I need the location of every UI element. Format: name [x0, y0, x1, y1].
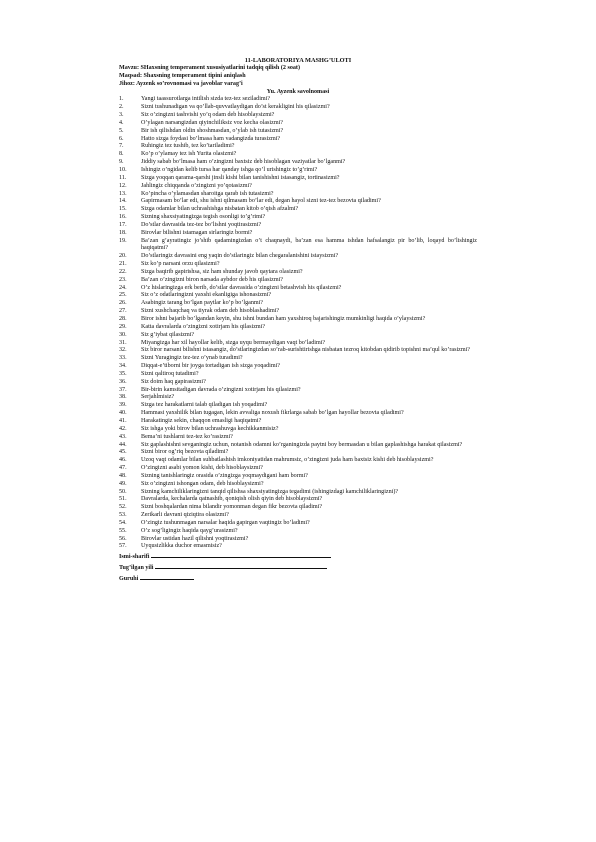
- question-number: 7.: [119, 143, 124, 150]
- question-number: 44.: [119, 441, 127, 448]
- birth-year-blank[interactable]: [155, 562, 327, 569]
- question-item: [119, 536, 477, 544]
- question-item: [119, 442, 477, 450]
- question-item: [119, 520, 477, 528]
- question-item: [119, 324, 477, 332]
- question-text: O’zingiz tushunmagan narsalar haqida gapirgan vaqtingiz bo’ladimi?: [141, 519, 310, 526]
- question-item: [119, 96, 477, 104]
- question-item: [119, 347, 477, 355]
- question-text: Sizga baqirib gapirishsa, siz ham shunday javob qaytara olasizmi?: [141, 268, 303, 275]
- question-text: Sizni xushchaqchaq va tiyrak odam deb hisoblashadimi?: [141, 308, 280, 315]
- question-text: Ba’zan o’zingizni biron narsada aybdor deb his qilasizmi?: [141, 276, 283, 283]
- question-item: [119, 332, 477, 340]
- question-number: 49.: [119, 480, 127, 487]
- question-number: 29.: [119, 323, 127, 330]
- equipment-line: Jihoz: Ayzenk so’rovnomasi va javoblar varag’i: [119, 80, 243, 87]
- question-number: 6.: [119, 135, 124, 142]
- question-item: [119, 449, 477, 457]
- question-number: 47.: [119, 465, 127, 472]
- question-number: 24.: [119, 284, 127, 291]
- question-number: 50.: [119, 488, 127, 495]
- group-field-row: [119, 573, 477, 584]
- question-number: 18.: [119, 229, 127, 236]
- question-item: [119, 206, 477, 214]
- question-number: 35.: [119, 370, 127, 377]
- question-number: 15.: [119, 206, 127, 213]
- question-number: 42.: [119, 425, 127, 432]
- question-number: 9.: [119, 159, 124, 166]
- question-item: [119, 371, 477, 379]
- question-number: 23.: [119, 276, 127, 283]
- question-item: [119, 198, 477, 206]
- question-item: [119, 504, 477, 512]
- question-item: [119, 277, 477, 285]
- question-number: 34.: [119, 363, 127, 370]
- question-item: [119, 300, 477, 308]
- question-number: 27.: [119, 308, 127, 315]
- question-item: [119, 269, 477, 277]
- question-number: 2.: [119, 104, 124, 111]
- question-item: [119, 489, 477, 497]
- question-item: [119, 191, 477, 199]
- question-number: 45.: [119, 449, 127, 456]
- question-number: 10.: [119, 166, 127, 173]
- question-item: [119, 214, 477, 222]
- question-text: Harakatingiz sekin, chaqqon emasligi haqiqatmi?: [141, 417, 262, 424]
- question-text: Sizni biror og’riq bezovta qiladimi?: [141, 449, 229, 456]
- question-number: 57.: [119, 543, 127, 550]
- question-text: O’zingizni asabi yomon kishi, deb hisoblaysizmi?: [141, 465, 263, 472]
- question-text: Uyqusizlikka duchor emasmisiz?: [141, 543, 222, 550]
- question-number: 40.: [119, 410, 127, 417]
- question-item: [119, 379, 477, 387]
- question-number: 20.: [119, 253, 127, 260]
- page-title: 11-LABORATORIYA MASHG’ULOTI: [244, 57, 352, 64]
- question-text: Davralarda, kechalarda qatnashib, qoniqish olish qiyin deb hisoblaysizmi?: [141, 496, 323, 503]
- lab-document: [119, 57, 477, 584]
- question-item: [119, 316, 477, 324]
- question-item: [119, 481, 477, 489]
- question-text: Bema’ni tushlarni tez-tez ko’rasizmi?: [141, 433, 233, 440]
- question-text: Birovlar bilishni istamagan sirlaringiz bormi?: [141, 229, 253, 236]
- question-number: 52.: [119, 504, 127, 511]
- question-text: Bir ish qilishdan oldin shoshmasdan, o’ylab ish tutasizmi?: [141, 127, 284, 134]
- question-text: Ko’p o’ylamay tez ish Yurita olasizmi?: [141, 151, 237, 158]
- question-number: 3.: [119, 112, 124, 119]
- question-text: Siz g’iybat qilasizmi?: [141, 331, 195, 338]
- question-text: Sizni boshqalardan nima bilandir yomonman degan fikr bezovta qiladimi?: [141, 504, 323, 511]
- question-text: Siz o’zingizni ishongan odam, deb hisoblaysizmi?: [141, 480, 264, 487]
- question-text: Jahlingiz chiqqanda o’zingizni yo’qotasizmi?: [141, 182, 252, 189]
- question-number: 54.: [119, 519, 127, 526]
- question-text: O’z hislaringizga erk berib, do’stlar davrasida o’zingizni betashvish his qilasizmi?: [141, 284, 342, 291]
- question-item: [119, 261, 477, 269]
- question-text: O’ylagan narsangizdan qiyinchiliksiz voz kecha olasizmi?: [141, 119, 283, 126]
- question-number: 37.: [119, 386, 127, 393]
- question-number: 51.: [119, 496, 127, 503]
- question-item: [119, 222, 477, 230]
- question-text: Siz ishga yoki birov bilan uchrashuvga kechikkanmisiz?: [141, 425, 279, 432]
- question-number: 39.: [119, 402, 127, 409]
- question-number: 31.: [119, 339, 127, 346]
- question-text: Sizning shaxsiyatingizga tegish osonligi to’g’rimi?: [141, 214, 266, 221]
- question-item: [119, 167, 477, 175]
- group-blank[interactable]: [140, 573, 194, 580]
- question-text: Diqqat-e’tiborni bir joyga tortadigan ish sizga yoqadimi?: [141, 363, 280, 370]
- birth-year-label: Tug’ilgan yili: [119, 565, 154, 572]
- question-text: Gapirmasam bo’lar edi, shu ishni qilmasam bo’lar edi, degan hayol sizni tez-tez bezovta qiladimi?: [141, 198, 381, 205]
- question-text: O’z sog’ligingiz haqida qayg’urasizmi?: [141, 527, 238, 534]
- question-item: [119, 143, 477, 151]
- question-number: 25.: [119, 292, 127, 299]
- question-item: [119, 175, 477, 183]
- question-text: Serjahlmisiz?: [141, 394, 175, 401]
- question-number: 48.: [119, 472, 127, 479]
- name-field-row: [119, 551, 477, 562]
- question-text: Siz biror narsani bilishni istasangiz, do’stlaringizdan so’rab-surishtirishga nisbatan tezroq kitobdan qidirib topishni ma’qul ko’rasizmi?: [141, 347, 470, 354]
- question-number: 14.: [119, 198, 127, 205]
- question-text: Sizga odamlar bilan uchrashishga nisbatan kitob o’qish afzalmi?: [141, 206, 299, 213]
- question-text: Do’stlar davrasida tez-tez bo’lishni yoqtirasizmi?: [141, 221, 262, 228]
- question-number: 19.: [119, 237, 127, 244]
- question-number: 12.: [119, 182, 127, 189]
- question-item: [119, 159, 477, 167]
- question-item: [119, 308, 477, 316]
- question-item: [119, 285, 477, 293]
- question-item: [119, 543, 477, 551]
- name-blank[interactable]: [151, 551, 331, 558]
- question-item: [119, 528, 477, 536]
- question-number: 5.: [119, 127, 124, 134]
- question-text: Ishingiz o’ngidan kelib tursa har qanday ishga qo’l urishingiz to’g’rimi?: [141, 166, 318, 173]
- question-text: Sizning kamchiliklaringizni tanqid qilishsa shaxsiyatingizga tegadimi (ishingizdagi kamchiliklaringizni)?: [141, 488, 399, 495]
- question-number: 32.: [119, 347, 127, 354]
- question-item: [119, 253, 477, 261]
- question-item: [119, 104, 477, 112]
- question-text: Hatto sizga foydasi bo’lmasa ham vadangizda turasizmi?: [141, 135, 281, 142]
- question-number: 43.: [119, 433, 127, 440]
- question-text: Siz doim haq gapirasizmi?: [141, 378, 206, 385]
- birth-year-field-row: [119, 562, 477, 573]
- question-item: [119, 473, 477, 481]
- question-number: 16.: [119, 214, 127, 221]
- question-text: Jiddiy sabab bo’lmasa ham o’zingizni baxtsiz deb hisoblagan vaziyatlar bo’lganmi?: [141, 159, 346, 166]
- question-text: Hammasi yaxshilik bilan tugagan, lekin avvaliga noxush fikrlarga sabab bo’lgan hayollar bezovta qiladimi?: [141, 410, 404, 417]
- question-number: 56.: [119, 535, 127, 542]
- question-item: [119, 183, 477, 191]
- question-number: 8.: [119, 151, 124, 158]
- question-number: 36.: [119, 378, 127, 385]
- question-number: 30.: [119, 331, 127, 338]
- question-item: [119, 363, 477, 371]
- question-text: Asabingiz tarang bo’lgan paytlar ko’p bo’lganmi?: [141, 300, 264, 307]
- question-number: 38.: [119, 394, 127, 401]
- question-item: [119, 512, 477, 520]
- question-text: Sizga tez harakatlarni talab qiladigan ish yoqadimi?: [141, 402, 268, 409]
- question-text: Sizga yoqqan qarama-qarshi jinsli kishi bilan tanishishni istasangiz, tortinasizmi?: [141, 174, 340, 181]
- question-item: [119, 230, 477, 238]
- question-number: 1.: [119, 96, 124, 103]
- question-item: [119, 355, 477, 363]
- question-item: [119, 465, 477, 473]
- question-number: 53.: [119, 512, 127, 519]
- question-list: [119, 96, 477, 551]
- question-number: 41.: [119, 417, 127, 424]
- question-item: [119, 128, 477, 136]
- question-item: [119, 292, 477, 300]
- question-text: Biror ishni bajarib bo’lgandan keyin, shu ishni bundan ham yaxshiroq bajarishingiz mumkinligi haqida o’ylaysizmi?: [141, 316, 426, 322]
- question-item: [119, 112, 477, 120]
- question-text: Siz gaplashishni sevganingiz uchun, notanish odamni ko’rganingizda paytni boy bermasdan u bilan gaplashishga harakat qilasizmi?: [141, 441, 463, 448]
- topic-line: Mavzu: SHaxsning temperament xususiyatlarini tadqiq qilish (2 soat): [119, 65, 300, 71]
- question-number: 17.: [119, 221, 127, 228]
- question-item: [119, 418, 477, 426]
- question-text: Zerikarli davrani qiziqtira olasizmi?: [141, 512, 229, 519]
- question-item: [119, 394, 477, 402]
- question-text: Siz ko’p narsani orzu qilasizmi?: [141, 261, 220, 268]
- question-item: [119, 151, 477, 159]
- question-text: Siz o’zingizni tashvishi yo’q odam deb hisoblaysizmi?: [141, 112, 275, 119]
- question-text: Do’stlaringiz davrasini eng yaqin do’stlaringiz bilan chegaralanishini istaysizmi?: [141, 253, 339, 260]
- question-item: [119, 457, 477, 465]
- question-text: Uzoq vaqt odamlar bilan suhbatlashish imkoniyatidan mahrumsiz, o’zingizni juda ham baxtsiz kishi deb hisoblaysizmi?: [141, 457, 434, 464]
- question-number: 21.: [119, 261, 127, 268]
- question-item: [119, 120, 477, 128]
- question-text: Birovlar ustidan hazil qilishni yoqtirasizmi?: [141, 535, 249, 542]
- question-number: 11.: [119, 174, 127, 181]
- question-item: [119, 340, 477, 348]
- question-text: Ruhingiz tez tushib, tez ko’tariladimi?: [141, 143, 235, 150]
- question-text: Sizni Yuragingiz tez-tez o’ynab turadimi?: [141, 355, 243, 362]
- question-number: 46.: [119, 457, 127, 464]
- question-number: 13.: [119, 190, 127, 197]
- question-item: [119, 426, 477, 434]
- question-text: Sizning tanishlaringiz orasida o’zingizga yoqmaydigani ham bormi?: [141, 472, 308, 479]
- question-text: Ko’pincha o’ylamasdan sharoitga qarab ish tutasizmi?: [141, 190, 274, 197]
- question-number: 22.: [119, 268, 127, 275]
- question-item: [119, 136, 477, 144]
- question-text: Sizni tushunadigan va qo’llab-quvvatlaydigan do’st kerakligini his qilasizmi?: [141, 104, 330, 111]
- question-item: [119, 387, 477, 395]
- question-text: Bir-birin kamsitadigan davrada o’zingizni xotirjam his qilasizmi?: [141, 386, 301, 393]
- question-text: Miyangizga har xil hayollar kelib, sizga uyqu bermaydigan vaqt bo’ladimi?: [141, 339, 326, 346]
- question-item: [119, 434, 477, 442]
- question-number: 26.: [119, 300, 127, 307]
- question-text: Ba’zan g’ayratingiz jo’shib qadamingizdan o’t chaqnaydi, ba’zan esa hamma ishdan hafsalangiz pir bo’lib, loqayd bo’lishingiz haqiqatmi?: [141, 237, 477, 252]
- question-number: 33.: [119, 355, 127, 362]
- question-item: [119, 402, 477, 410]
- question-item: [119, 238, 477, 254]
- purpose-line: Maqsad: Shaxsning temperament tipini aniqlash: [119, 72, 246, 79]
- question-text: Siz o’z odatlaringizni yaxshi ekanligiga ishonasizmi?: [141, 292, 272, 299]
- name-label: Ismi-sharifi: [119, 554, 150, 561]
- question-text: Yangi taassurotlarga intilish sizda tez-tez seziladimi?: [141, 96, 271, 103]
- question-text: Katta davralarda o’zingizni xotirjam his qilasizmi?: [141, 323, 266, 330]
- question-number: 28.: [119, 316, 127, 322]
- question-number: 4.: [119, 119, 124, 126]
- questionnaire-title: Yu. Ayzenk savolnomasi: [266, 88, 330, 95]
- group-label: Guruhi: [119, 576, 139, 582]
- question-item: [119, 410, 477, 418]
- question-number: 55.: [119, 527, 127, 534]
- question-text: Sizni qaltiroq tutadimi?: [141, 370, 199, 377]
